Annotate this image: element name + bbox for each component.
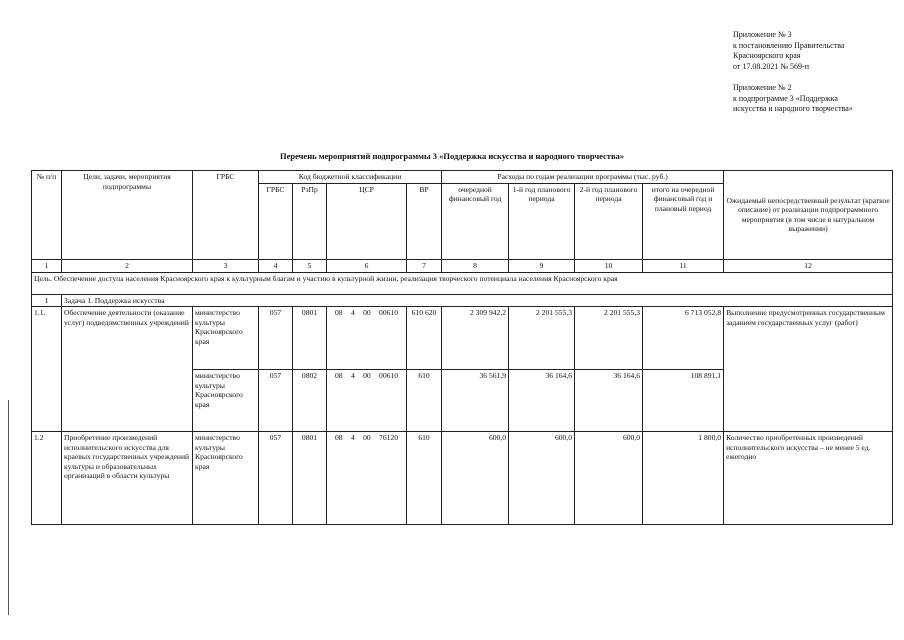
column-number: 4 [259,259,293,272]
amount-year2: 36 164,6 [575,370,643,432]
annex-line: Приложение № 2 [733,83,792,92]
header-grbs-code: ГРБС [259,183,293,259]
activities-table [31,170,893,525]
csr-part: 76120 [379,433,398,442]
amount-year1: 600,0 [509,432,575,525]
row-number: 1.1. [32,307,62,432]
csr-part: 00 [363,371,371,380]
annex-line: искусства и народного творчества» [733,104,853,113]
amount-year0: 600,0 [442,432,509,525]
amount-year1: 2 201 555,3 [509,307,575,370]
amount-year2: 600,0 [575,432,643,525]
header-annex [733,30,853,115]
csr-part: 4 [350,308,355,317]
activity-name: Обеспечение деятельности (оказание услуг) подведомственных учреждений [62,307,193,432]
annex-line: от 17.08.2021 № 569-п [733,61,809,71]
grbs-code: 057 [259,307,293,370]
amount-total: 6 713 052,8 [643,307,724,370]
column-number: 12 [724,259,893,272]
column-number: 1 [32,259,62,272]
header-vr: ВР [407,183,442,259]
vr-code: 610 [407,370,442,432]
task-number: 1 [32,294,62,307]
header-year2: 2-й год планового периода [575,183,643,259]
header-grbs: ГРБС [193,171,259,260]
annex-line: к подпрограмме 3 «Поддержка [733,93,838,103]
column-number: 5 [293,259,327,272]
header-csr: ЦСР [327,183,407,259]
column-number: 8 [442,259,509,272]
task-row [32,294,893,307]
header-result: Ожидаемый непосредственный результат (краткое описание) от реализации подпрограммного мероприятия (в том числе в натуральном выражении) [724,171,893,260]
csr-code [327,370,407,432]
goal-row [32,272,893,294]
amount-year0: 36 561,9 [442,370,509,432]
expected-result: Количество приобретенных произведений исполнительского искусства – не менее 5 ед. ежегодно [724,432,893,525]
amount-year1: 36 164,6 [509,370,575,432]
csr-part: 00 [363,308,371,317]
column-number: 11 [643,259,724,272]
column-number: 10 [575,259,643,272]
scan-margin-line [8,400,9,615]
table-row [32,432,893,525]
expected-result: Выполнение предусмотренных государственным заданием государственных услуг (работ) [724,307,893,432]
grbs-name: министерство культуры Красноярского края [193,307,259,370]
csr-part: 00610 [379,371,398,380]
goal-text: Цель. Обеспечение доступа населения Красноярского края к культурным благам и участию в культурной жизни, реализация творческого потенциала населения Красноярского края [32,272,893,294]
amount-total: 108 891,1 [643,370,724,432]
header-total: итого на очередной финансовый год и плановый период [643,183,724,259]
rzpr-code: 0801 [293,432,327,525]
amount-total: 1 800,0 [643,432,724,525]
rzpr-code: 0802 [293,370,327,432]
annex-line: к постановлению Правительства [733,40,845,50]
header-expenses: Расходы по годам реализации программы (тыс. руб.) [442,171,724,184]
annex-line: Приложение № 3 [733,30,792,39]
annex-line: Красноярского края [733,51,801,60]
column-number: 2 [62,259,193,272]
grbs-code: 057 [259,370,293,432]
grbs-name: министерство культуры Красноярского края [193,370,259,432]
csr-code [327,307,407,370]
amount-year0: 2 309 942,2 [442,307,509,370]
csr-part: 4 [350,433,355,442]
header-goals: Цели, задачи, мероприятия подпрограммы [62,171,193,260]
column-numbers-row [32,259,893,272]
rzpr-code: 0801 [293,307,327,370]
csr-part: 4 [350,371,355,380]
task-text: Задача 1. Поддержка искусства [62,294,893,307]
header-year1: 1-й год планового периода [509,183,575,259]
csr-part: 08 [335,433,343,442]
header-num: № п/п [32,171,62,260]
header-rzpr: РзПр [293,183,327,259]
header-code: Код бюджетной классификации [259,171,442,184]
csr-part: 00610 [379,308,398,317]
table-row [32,307,893,370]
grbs-code: 057 [259,432,293,525]
column-number: 7 [407,259,442,272]
column-number: 9 [509,259,575,272]
csr-part: 00 [363,433,371,442]
csr-code [327,432,407,525]
grbs-name: министерство культуры Красноярского края [193,432,259,525]
csr-part: 08 [335,371,343,380]
amount-year2: 2 201 555,3 [575,307,643,370]
vr-code: 610 [407,432,442,525]
document-title: Перечень мероприятий подпрограммы 3 «Поддержка искусства и народного творчества» [279,151,625,161]
header-year0: очередной финансовый год [442,183,509,259]
column-number: 3 [193,259,259,272]
vr-code: 610 620 [407,307,442,370]
row-number: 1.2 [32,432,62,525]
csr-part: 08 [335,308,343,317]
column-number: 6 [327,259,407,272]
activity-name: Приобретение произведений исполнительского искусства для краевых государственных учреждений культуры и образовательных организаций в области культуры [62,432,193,525]
